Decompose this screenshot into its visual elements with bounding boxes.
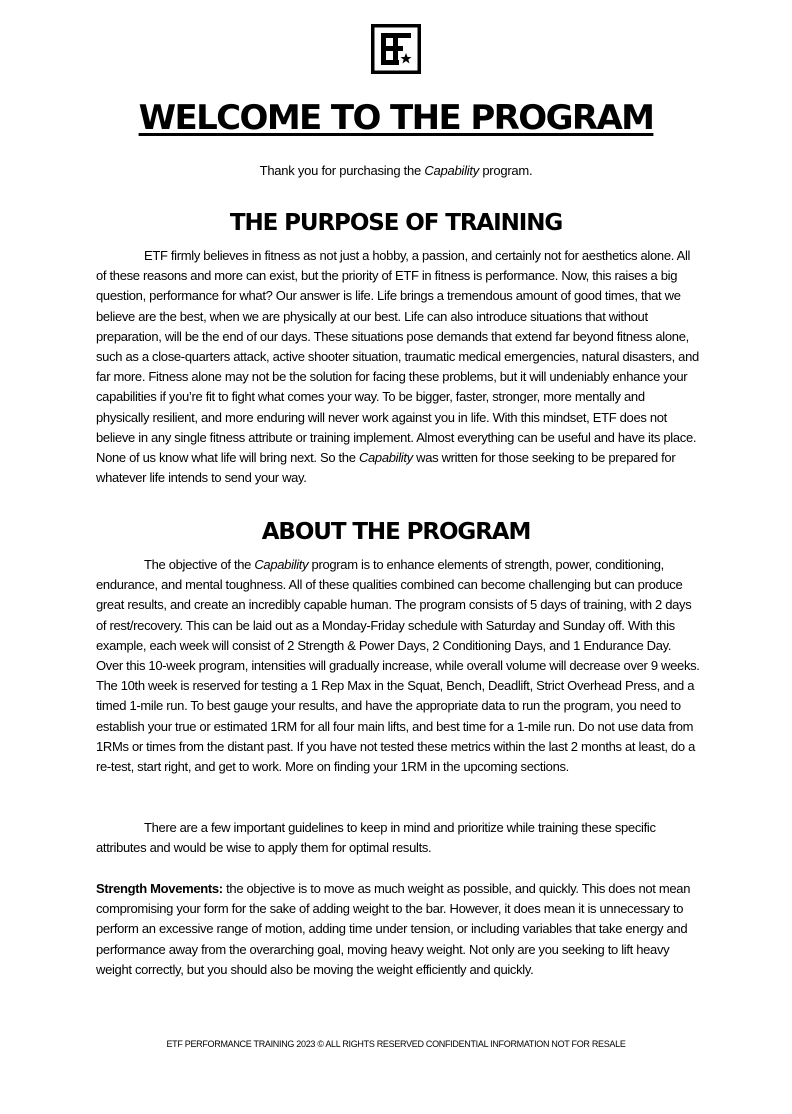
purpose-heading: THE PURPOSE OF TRAINING xyxy=(229,210,563,236)
guidelines-paragraph: There are a few important guidelines to keep in mind and prioritize while training these specific attributes and would be wise to apply them for optimal results. xyxy=(96,820,656,856)
about-paragraph: The objective of the Capability program is to enhance elements of strength, power, conditioning, endurance, and mental toughness. All of these qualities combined can become challenging but can produce great results, and create an incredibly capable human. The program consists of 5 days of training, with 2 days of rest/recovery. This can be laid out as a Monday-Friday schedule with Saturday and Sunday off. With this example, each week will consist of 2 Strength & Power Days, 2 Conditioning Days, and 1 Endurance Day. Over this 10-week program, intensities will gradually increase, while overall volume will decrease over 9 weeks. The 10th week is reserved for testing a 1 Rep Max in the Squat, Bench, Deadlift, Strict Overhead Press, and a timed 1-mile run. To best gauge your results, and have the appropriate data to run the program, you need to establish your true or estimated 1RM for all four main lifts, and best time for a 1-mile run. Do not use data from 1RMs or times from the distant past. If you have not tested these metrics within the last 2 months at least, do a re-test, start right, and get to work. More on finding your 1RM in the upcoming sections. xyxy=(96,557,700,775)
strength-movements-paragraph: Strength Movements: the objective is to move as much weight as possible, and quickly. This does not mean compromising your form for the sake of adding weight to the bar. However, it does mean it is unnecessary to perform an excessive range of motion, adding time under tension, or including variables that take energy and performance away from the overarching goal, moving heavy weight. Not only are you seeking to lift heavy weight correctly, but you should also be moving the weight efficiently and quickly. xyxy=(96,881,691,977)
about-heading: ABOUT THE PROGRAM xyxy=(261,519,531,545)
strength-movements-label: Strength Movements: xyxy=(96,881,223,896)
page-title: WELCOME TO THE PROGRAM xyxy=(138,98,654,138)
thank-you-line: Thank you for purchasing the Capability program. xyxy=(259,163,533,178)
page-footer: ETF PERFORMANCE TRAINING 2023 © ALL RIGHTS RESERVED CONFIDENTIAL INFORMATION NOT FOR RESALE xyxy=(166,1039,626,1049)
etf-logo-icon xyxy=(371,24,421,74)
program-name: Capability xyxy=(424,163,479,178)
purpose-paragraph: ETF firmly believes in fitness as not just a hobby, a passion, and certainly not for aesthetics alone. All of these reasons and more can exist, but the priority of ETF in fitness is performance. Now, this raises a big question, performance for what? Our answer is life. Life brings a tremendous amount of good times, that we believe are the best, when we are physically at our best. Life can also introduce situations that without preparation, will be the end of our days. These situations pose demands that extend far beyond fitness alone, such as a close-quarters attack, active shooter situation, traumatic medical emergencies, natural disasters, and far more. Fitness alone may not be the solution for facing these problems, but it will undeniably enhance your capabilities if you’re fit to fight what comes your way. To be bigger, faster, stronger, more mentally and physically resilient, and more enduring will never work against you in life. With this mindset, ETF does not believe in any single fitness attribute or training implement. Almost everything can be useful and have its place. None of us know what life will bring next. So the Capability was written for those seeking to be prepared for whatever life intends to send your way. xyxy=(96,248,699,486)
